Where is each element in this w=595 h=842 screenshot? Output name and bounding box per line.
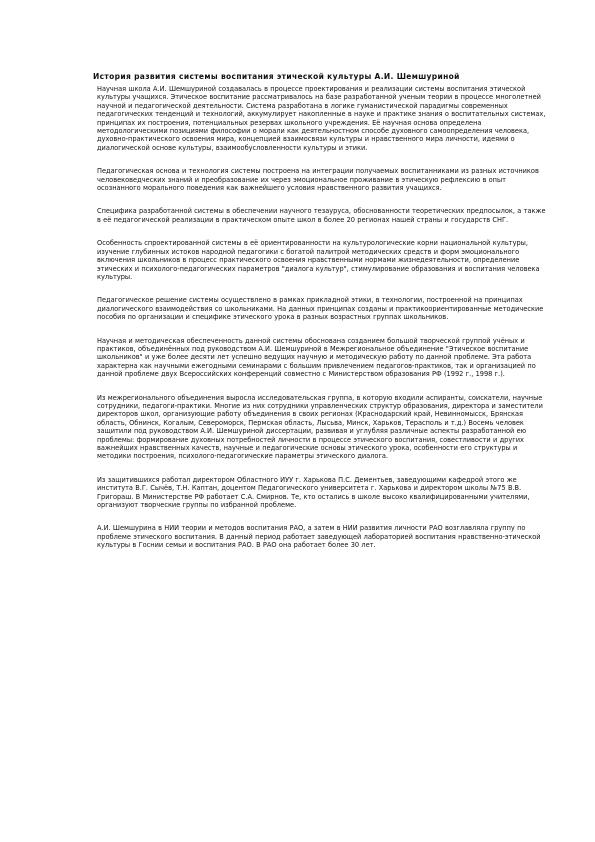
paragraph-4: Особенность спроектированной системы в её ориентированности на культурологические корни национальной культуры, изучение глубинных истоков народной педагогики с богатой палитрой методических средств и форм эмоционального включения школьников в процесс практического освоения нравственными нормами жизнедеятельности, определение этических и психолого-педагогических параметров "диалога культур", стимулирование образования и воспитания человека культуры. [97,239,540,281]
paragraph-9: А.И. Шемшурина в НИИ теории и методов воспитания РАО, а затем в НИИ развития личности РАО возглавляла группу по проблеме этического воспитания. В данный период работает заведующей лабораторией воспитания нравственно-этической культуры в Госнии семьи и воспитания РАО. В РАО она работает более 30 лет. [97,524,541,550]
document-body [97,85,551,565]
paragraph-1: Научная школа А.И. Шемшуриной создавалась в процессе проектирования и реализации системы воспитания этической культуры учащихся. Этическое воспитание рассматривалось на базе разработанной ученым теории в процессе многолетней научной и педагогической деятельности. Система разработана в логике гуманистической парадигмы современных педагогических тенденций и технологий, аккумулирует накопленные в науке и практике знания о воспитательных системах, принципах их построения, потенциальных резервах школьного учреждения. Её научная основа определена методологическими позициями философии о морали как деятельностном способе духовного самоопределения человека, духовно-практического освоения мира, концепцией взаимосвязи культуры и нравственного мира личности, идеями о диалогической основе культуры, взаимообусловленности культуры и этики. [97,85,546,152]
paragraph-7: Из межрегионального объединения выросла исследовательская группа, в которую входили аспиранты, соискатели, научные сотрудники, педагоги-практики. Многие из них сотрудники управленческих структур образования, директора и заместители директоров школ, организующие работу объединения в своих регионах (Краснодарский край, Невинномысск, Брянская область, Обнинск, Когалым, Североморск, Пермская область, Лысьва, Минск, Харьков, Терасполь и т.д.) Восемь человек защитили под руководством А.И. Шемшуриной диссертации, развивая и углубляя различные аспекты разработанной ею проблемы: формирование духовных потребностей личности в процессе этического воспитания, совестливости и других важнейших нравственных качеств, научные и педагогические основы этического урока, особенности его структуры и методики построения, психолого-педагогические параметры этического диалога. [97,393,543,461]
paragraph-8: Из защитившихся работал директором Областного ИУУ г. Харькова П.С. Дементьев, заведующими кафедрой этого же института В.Г. Сычёв, Т.Н. Каптан, доцентом Педагогического университета г. Харькова и директором школы №75 В.В. Григораш. В Министерстве РФ работает С.А. Смирнов. Те, кто остались в школе высоко квалифицированными учителями, организуют творческие группы по избранной проблеме. [97,475,530,510]
paragraph-6: Научная и методическая обеспеченность данной системы обоснована созданием большой творческой группой учёных и практиков, объединённых под руководством А.И. Шемшуриной в Межрегиональное объединение "Этическое воспитание школьников" и уже более десяти лет успешно ведущих научную и методическую работу по данной проблеме. Эта работа характерна как научными ежегодными семинарами с большим привлечением педагогов-практиков, так и организацией по данной проблеме двух Всероссийских конференций совместно с Министерством образования РФ (1992 г., 1998 г.). [97,336,536,379]
paragraph-3: Специфика разработанной системы в обеспечении научного тезауруса, обоснованности теоретических предпосылок, а также в её педагогической реализации в практическом опыте школ в более 20 регионах нашей страны и государств СНГ. [97,207,546,224]
document-title: История развития системы воспитания этической культуры А.И. Шемшуриной [93,72,460,81]
paragraph-5: Педагогическое решение системы осуществлено в рамках прикладной этики, в технологии, построенной на принципах диалогического взаимодействия со школьниками. На данных принципах созданы и практикоориентированные методические пособия по организации и специфике этического урока в разных возрастных группах школьников. [97,296,544,322]
paragraph-2: Педагогическая основа и технология системы построена на интеграции получаемых воспитанниками из разных источников человековедческих знаний и преобразование их через эмоциональное проживание в этическую рефлексию в опыт осознанного морального поведения как важнейшего условия нравственного развития учащихся. [97,167,539,193]
